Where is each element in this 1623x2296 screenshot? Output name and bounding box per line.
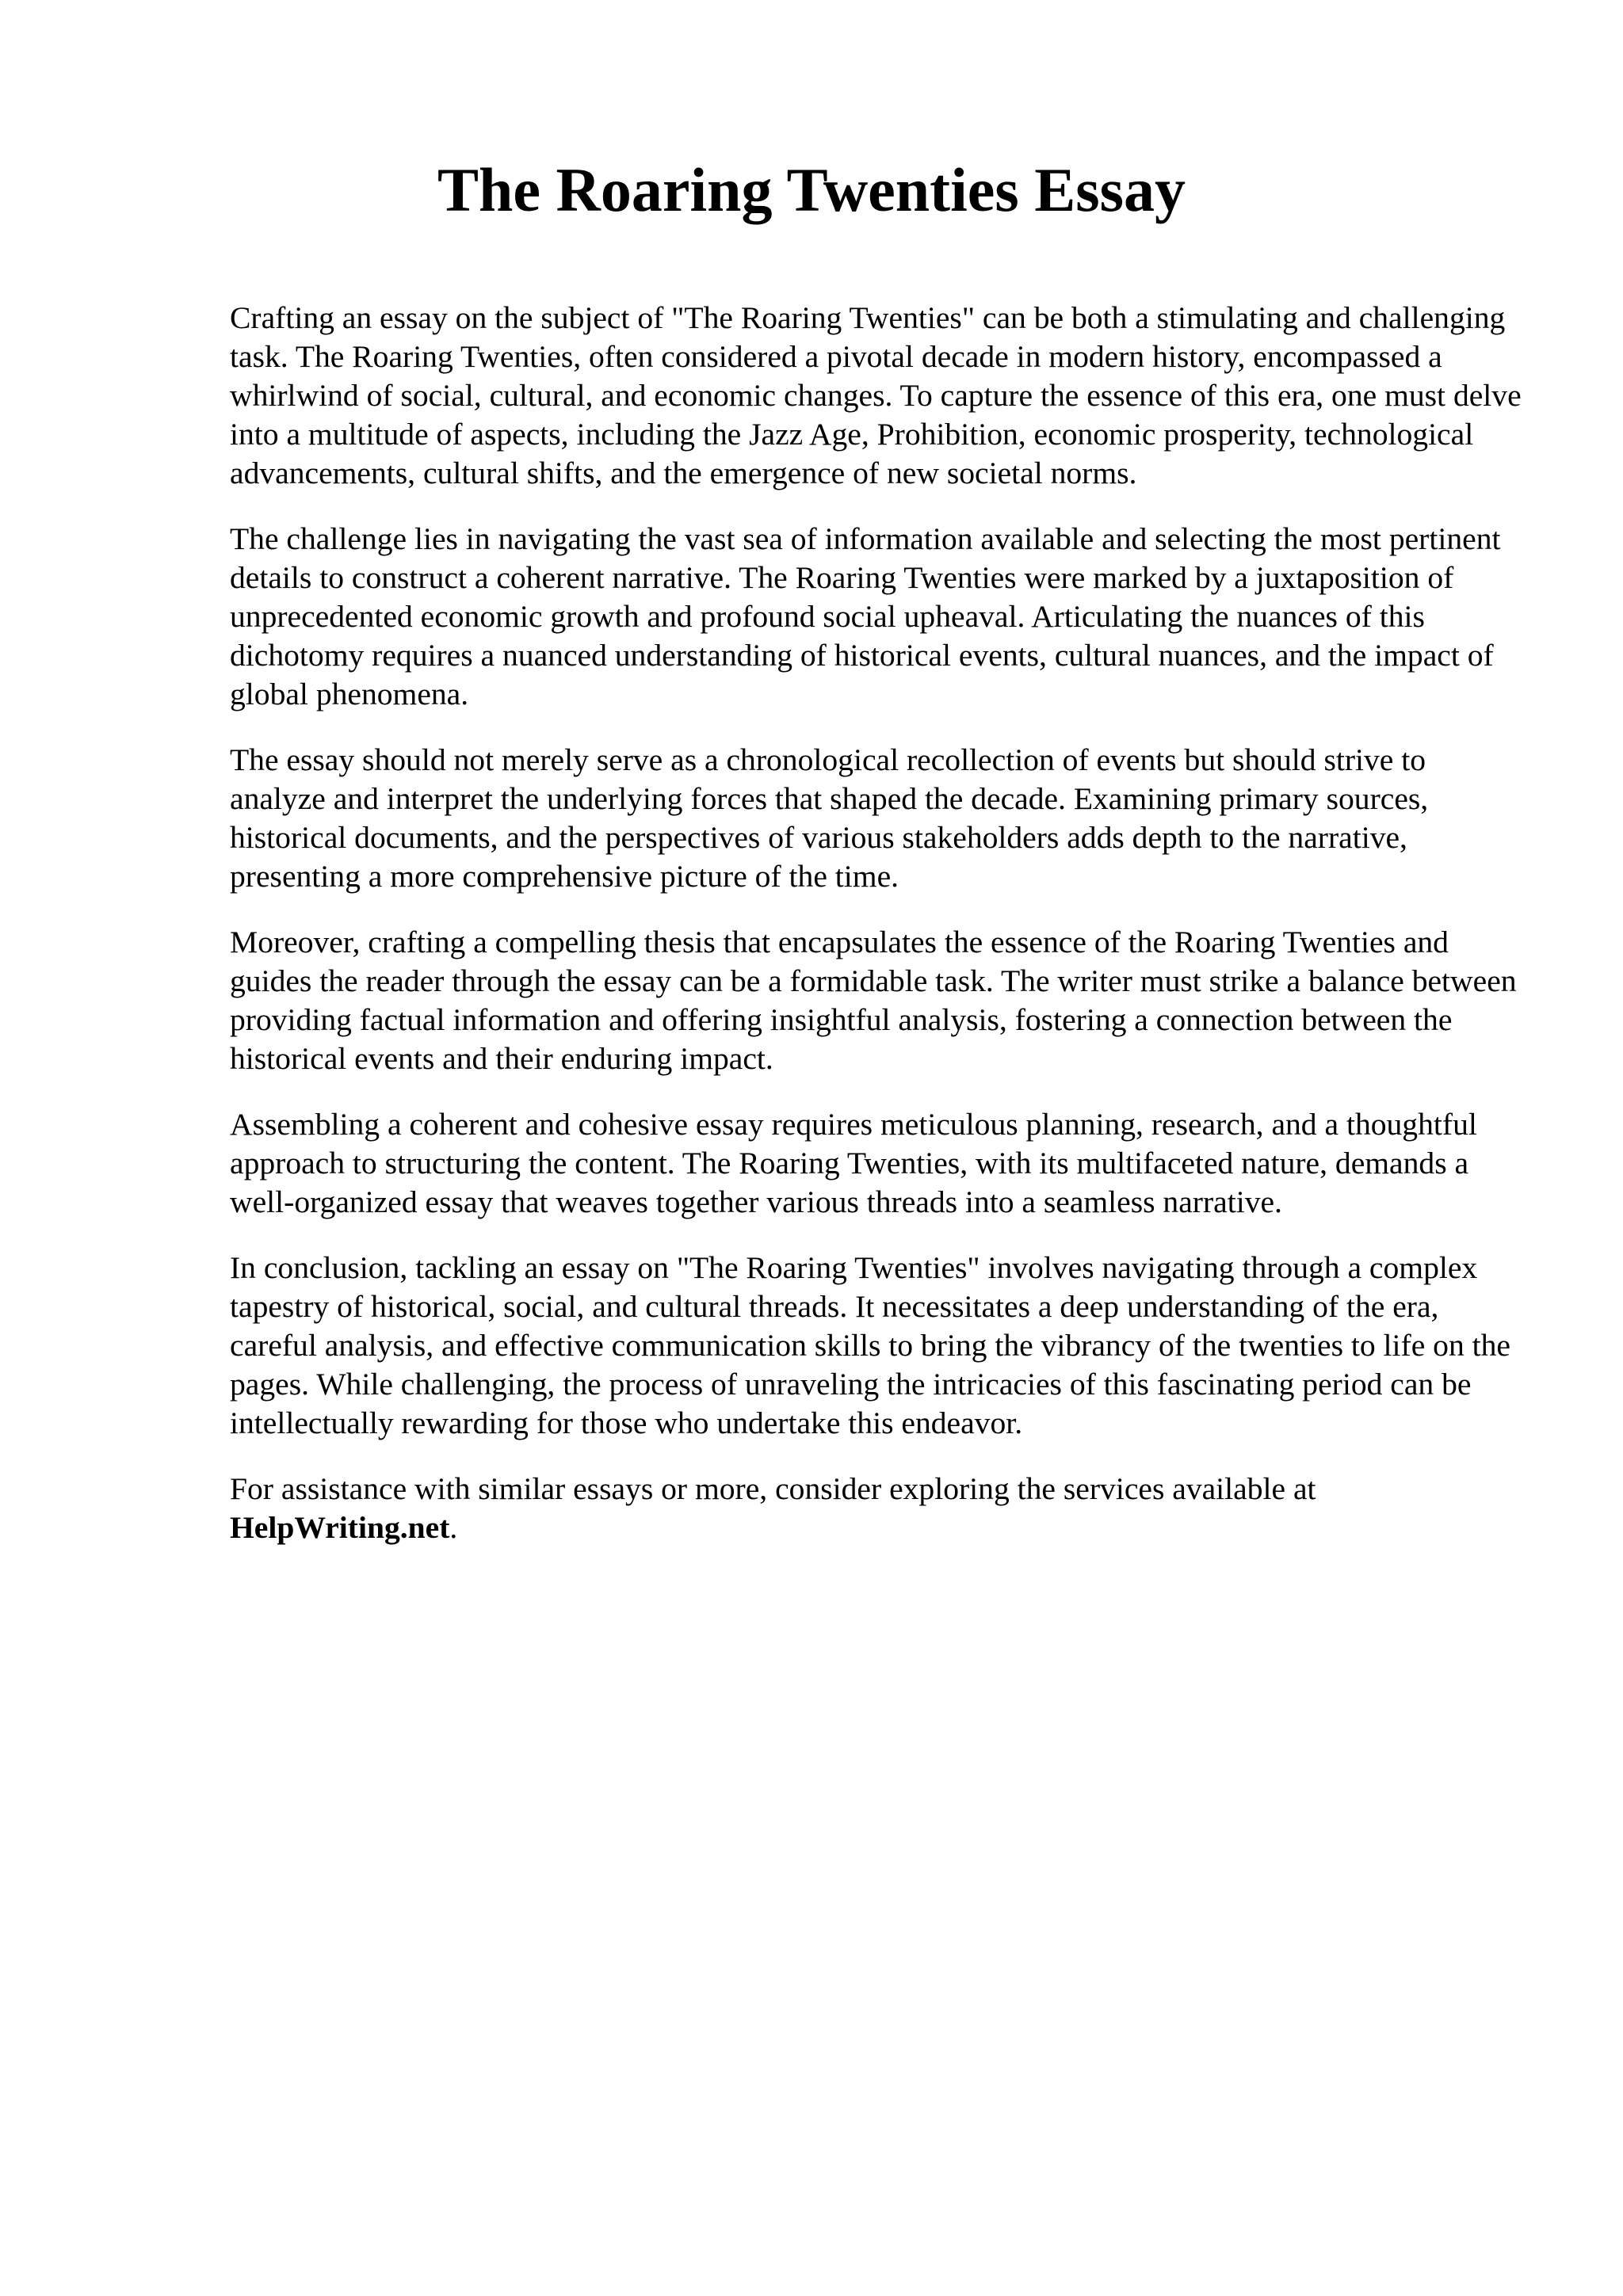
closing-period: . [449,1510,458,1545]
document-title: The Roaring Twenties Essay [437,155,1186,224]
paragraph-1: Crafting an essay on the subject of "The Roaring Twenties" can be both a stimulating and challenging task. The Roaring Twenties, often considered a pivotal decade in modern history, encompassed a whirlwind of social, cultural, and economic changes. To capture the essence of this era, one must delve into a multitude of aspects, including the Jazz Age, Prohibition, economic prosperity, technological advancements, cultural shifts, and the emergence of new societal norms. [230,300,1522,490]
closing-paragraph [230,1470,1522,1547]
paragraph-2: The challenge lies in navigating the vast sea of information available and selecting the most pertinent details to construct a coherent narrative. The Roaring Twenties were marked by a juxtaposition of unprecedented economic growth and profound social upheaval. Articulating the nuances of this dichotomy requires a nuanced understanding of historical events, cultural nuances, and the impact of global phenomena. [230,521,1501,711]
paragraph-6: In conclusion, tackling an essay on "The Roaring Twenties" involves navigating through a complex tapestry of historical, social, and cultural threads. It necessitates a deep understanding of the era, careful analysis, and effective communication skills to bring the vibrancy of the twenties to life on the pages. While challenging, the process of unraveling the intricacies of this fascinating period can be intellectually rewarding for those who undertake this endeavor. [230,1250,1510,1440]
paragraph-5: Assembling a coherent and cohesive essay requires meticulous planning, research, and a thoughtful approach to structuring the content. The Roaring Twenties, with its multifaceted nature, demands a well-organized essay that weaves together various threads into a seamless narrative. [230,1107,1477,1219]
closing-text: For assistance with similar essays or more, consider exploring the services available at [230,1471,1316,1506]
helpwriting-link[interactable]: HelpWriting.net [230,1510,450,1545]
document-body [230,299,1522,1574]
paragraph-3: The essay should not merely serve as a chronological recollection of events but should strive to analyze and interpret the underlying forces that shaped the decade. Examining primary sources, historical documents, and the perspectives of various stakeholders adds depth to the narrative, presenting a more comprehensive picture of the time. [230,742,1429,894]
paragraph-4: Moreover, crafting a compelling thesis that encapsulates the essence of the Roaring Twenties and guides the reader through the essay can be a formidable task. The writer must strike a balance between providing factual information and offering insightful analysis, fostering a connection between the historical events and their enduring impact. [230,925,1517,1076]
